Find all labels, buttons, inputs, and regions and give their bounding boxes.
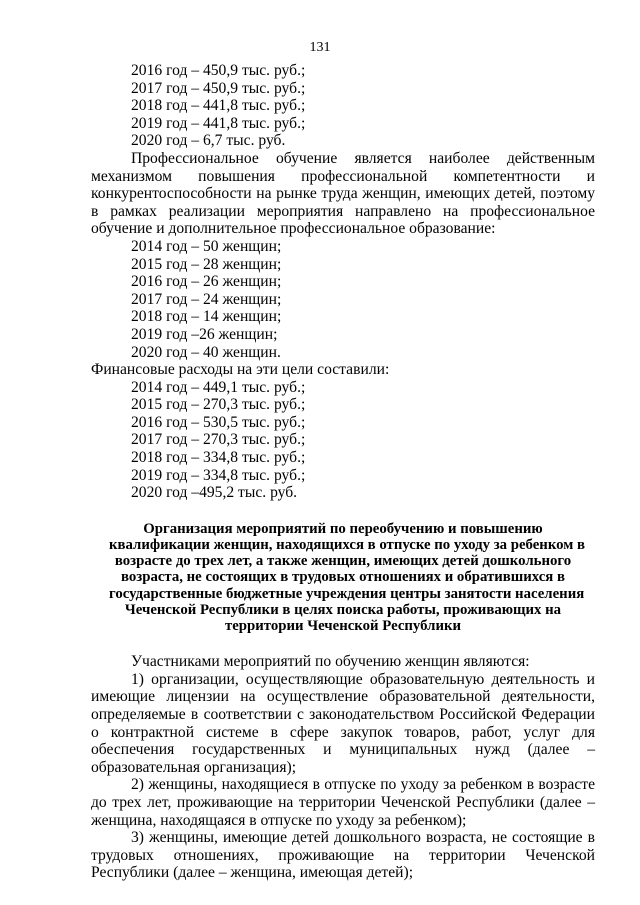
page-content bbox=[91, 62, 595, 882]
page-number: 131 bbox=[309, 40, 331, 55]
heading-line: квалификации женщин, находящихся в отпуске по уходу за ребенком в bbox=[109, 537, 586, 554]
list-item: 2014 год – 50 женщин; bbox=[131, 237, 282, 255]
heading-line: возрасте до трех лет, а также женщин, имеющих детей дошкольного bbox=[114, 553, 572, 570]
participants-intro: Участниками мероприятий по обучению женщин являются: bbox=[131, 653, 530, 671]
list-item: 2017 год – 24 женщин; bbox=[131, 290, 282, 308]
heading-line: Чеченской Республики в целях поиска работы, проживающих на bbox=[124, 601, 562, 618]
participant-item-3: 3) женщины, имеющие детей дошкольного возраста, не состоящие в трудовых отношениях, проживающие на территории Чеченской Республики (далее – женщина, имеющая детей); bbox=[91, 829, 595, 882]
finance-list bbox=[91, 379, 595, 502]
list-item: 2018 год – 334,8 тыс. руб.; bbox=[131, 449, 306, 467]
list-item: 2016 год – 26 женщин; bbox=[131, 273, 282, 291]
list-item: 2019 год –26 женщин; bbox=[131, 325, 278, 343]
list-item: 2020 год –495,2 тыс. руб. bbox=[131, 484, 298, 502]
paragraph-professional-training: Профессиональное обучение является наиболее действенным механизмом повышения профессиональной компетентности и конкурентоспособности на рынке труда женщин, имеющих детей, поэтому в рамках реализации мероприятия направлено на профессиональное обучение и дополнительное профессиональное образование: bbox=[91, 149, 595, 238]
list-item: 2018 год – 441,8 тыс. руб.; bbox=[131, 97, 306, 115]
finance-intro: Финансовые расходы на эти цели составили: bbox=[91, 361, 390, 379]
list-item: 2015 год – 270,3 тыс. руб.; bbox=[131, 396, 306, 414]
list-item: 2020 год – 40 женщин. bbox=[131, 343, 281, 361]
heading-line: государственные бюджетные учреждения центры занятости населения bbox=[109, 585, 585, 602]
expense-list-2016-2020 bbox=[91, 62, 595, 150]
list-item: 2016 год – 530,5 тыс. руб.; bbox=[131, 413, 306, 431]
section-heading bbox=[91, 521, 595, 634]
women-count-list bbox=[91, 238, 595, 361]
heading-line: территории Чеченской Республики bbox=[224, 618, 462, 635]
list-item: 2017 год – 450,9 тыс. руб.; bbox=[131, 79, 306, 97]
participant-item-2: 2) женщины, находящиеся в отпуске по уходу за ребенком в возрасте до трех лет, проживающие на территории Чеченской Республики (далее – женщина, находящаяся в отпуске по уходу за ребенком); bbox=[91, 776, 595, 829]
list-item: 2020 год – 6,7 тыс. руб. bbox=[131, 132, 286, 150]
participant-item-1: 1) организации, осуществляющие образовательную деятельность и имеющие лицензии на осуществление образовательной деятельности, определяемые в соответствии с законодательством Российской Федерации о контрактной системе в сфере закупок товаров, работ, услуг для обеспечения государственных и муниципальных нужд (далее – образовательная организация); bbox=[91, 670, 595, 776]
heading-line: Организация мероприятий по переобучению и повышению bbox=[143, 520, 543, 537]
list-item: 2017 год – 270,3 тыс. руб.; bbox=[131, 431, 306, 449]
list-item: 2015 год – 28 женщин; bbox=[131, 255, 282, 273]
list-item: 2014 год – 449,1 тыс. руб.; bbox=[131, 378, 306, 396]
list-item: 2018 год – 14 женщин; bbox=[131, 308, 282, 326]
list-item: 2019 год – 334,8 тыс. руб.; bbox=[131, 466, 306, 484]
list-item: 2019 год – 441,8 тыс. руб.; bbox=[131, 114, 306, 132]
heading-line: возраста, не состоящих в трудовых отношениях и обратившихся в bbox=[120, 569, 566, 586]
list-item: 2016 год – 450,9 тыс. руб.; bbox=[131, 62, 306, 79]
